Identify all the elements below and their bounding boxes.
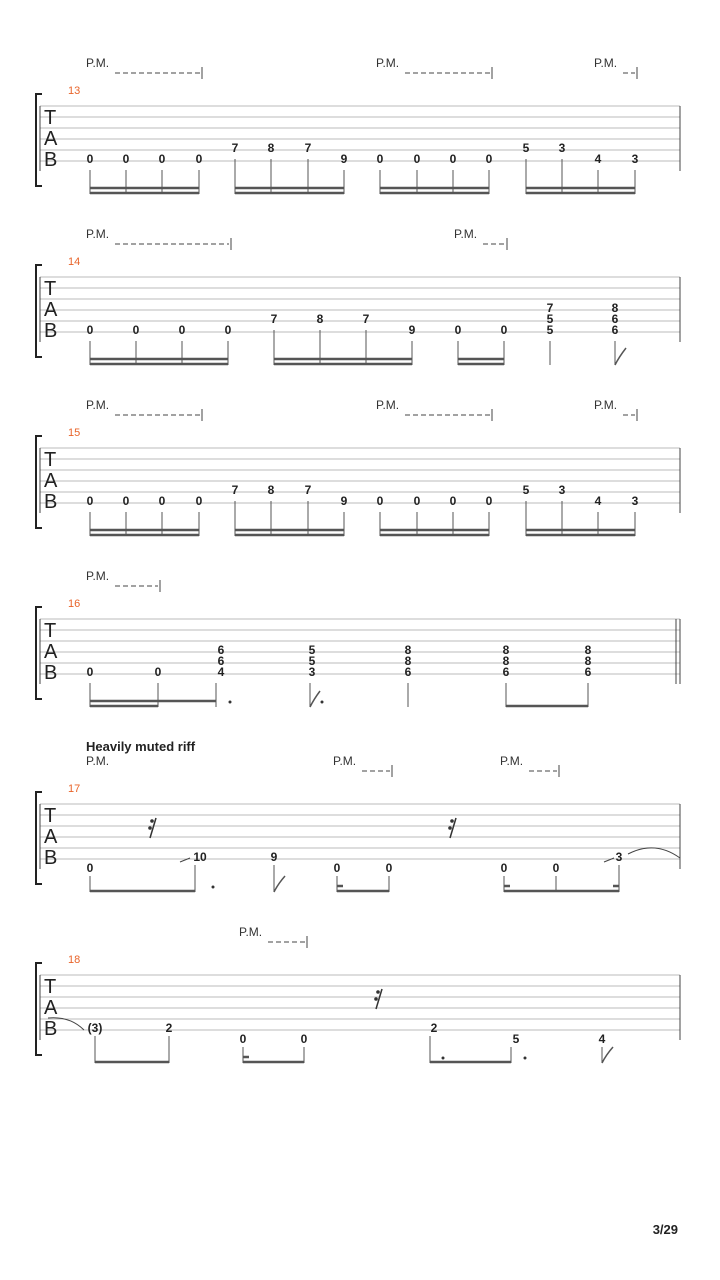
staff-lines (40, 975, 680, 1030)
pm-label: P.M. (376, 398, 400, 412)
fret-number: 0 (239, 1032, 247, 1046)
svg-text:A: A (44, 299, 58, 321)
fret-number: 7 (362, 312, 370, 326)
fret-number: 6 (502, 665, 510, 679)
rhythm-beams (90, 159, 635, 194)
svg-text:T: T (44, 620, 57, 642)
svg-text:A: A (44, 997, 58, 1019)
fret-number: 0 (178, 323, 186, 337)
fret-number: 5 (546, 323, 554, 337)
system-bracket (36, 792, 42, 884)
fret-number: 8 (404, 643, 412, 657)
svg-text:B: B (44, 847, 58, 869)
fret-number: 8 (267, 483, 275, 497)
rhythm-beams (90, 865, 619, 892)
measure-number: 13 (68, 85, 81, 97)
fret-number: 9 (340, 494, 348, 508)
fret-number: 9 (408, 323, 416, 337)
svg-text:A: A (44, 641, 58, 663)
rhythm-beams (95, 1036, 613, 1063)
fret-number: 5 (522, 483, 530, 497)
svg-text:T: T (44, 805, 57, 827)
pm-label: P.M. (86, 754, 110, 768)
fret-number: 0 (376, 152, 384, 166)
tab-clef (44, 805, 58, 869)
svg-text:B: B (44, 662, 58, 684)
rests (374, 989, 382, 1009)
fret-number: 0 (86, 861, 94, 875)
system-bracket (36, 265, 42, 357)
fret-number: 5 (308, 654, 316, 668)
fret-number: 0 (195, 152, 203, 166)
fret-number: 0 (86, 323, 94, 337)
fret-numbers (87, 850, 623, 875)
fret-number: 10 (193, 850, 207, 864)
pm-label: P.M. (86, 398, 110, 412)
fret-number: (3) (87, 1021, 103, 1035)
fret-number: 7 (546, 301, 554, 315)
fret-number: 4 (598, 1032, 606, 1046)
fret-number: 5 (522, 141, 530, 155)
measure-number: 16 (68, 598, 81, 610)
pm-markers (86, 56, 637, 79)
fret-number: 7 (304, 483, 312, 497)
fret-number: 0 (485, 494, 493, 508)
pm-label: P.M. (239, 925, 263, 939)
tab-clef (44, 620, 58, 684)
fret-number: 3 (631, 152, 639, 166)
fret-number: 3 (558, 483, 566, 497)
fret-number: 4 (594, 494, 602, 508)
fret-number: 0 (132, 323, 140, 337)
fret-number: 4 (217, 665, 225, 679)
system-bracket (36, 963, 42, 1055)
svg-text:B: B (44, 491, 58, 513)
fret-number: 0 (413, 152, 421, 166)
rhythm-beams (90, 501, 635, 536)
fret-number: 6 (217, 643, 225, 657)
svg-text:T: T (44, 449, 57, 471)
staff-lines (40, 448, 680, 503)
rests (148, 818, 456, 838)
fret-number: 8 (584, 643, 592, 657)
system-bracket (36, 607, 42, 699)
page-number: 3/29 (652, 1222, 678, 1237)
measure-number: 15 (68, 427, 81, 439)
svg-text:A: A (44, 470, 58, 492)
svg-text:T: T (44, 107, 57, 129)
fret-number: 6 (611, 323, 619, 337)
fret-number: 3 (308, 665, 316, 679)
fret-number: 7 (231, 141, 239, 155)
pm-label: P.M. (454, 227, 478, 241)
fret-number: 5 (308, 643, 316, 657)
fret-number: 0 (158, 152, 166, 166)
fret-number: 3 (631, 494, 639, 508)
fret-number: 0 (454, 323, 462, 337)
pm-label: P.M. (594, 398, 618, 412)
pm-label: P.M. (376, 56, 400, 70)
pm-label: P.M. (86, 569, 110, 583)
fret-number: 8 (267, 141, 275, 155)
measure-number: 14 (68, 256, 81, 268)
fret-number: 9 (270, 850, 278, 864)
staff-lines (40, 106, 680, 161)
fret-number: 0 (86, 152, 94, 166)
fret-number: 6 (404, 665, 412, 679)
section-annotation: Heavily muted riff (86, 739, 196, 754)
measure-number: 18 (68, 954, 81, 966)
fret-numbers (87, 483, 639, 508)
fret-number: 0 (449, 494, 457, 508)
fret-number: 3 (615, 850, 623, 864)
staff-lines (40, 804, 680, 859)
fret-number: 0 (500, 323, 508, 337)
eighth-flag (615, 348, 626, 365)
fret-number: 0 (300, 1032, 308, 1046)
svg-text:B: B (44, 320, 58, 342)
fret-number: 8 (502, 643, 510, 657)
slides-ties (180, 848, 680, 862)
tab-clef (44, 976, 58, 1040)
system-18 (36, 925, 680, 1063)
pm-label: P.M. (594, 56, 618, 70)
fret-number: 0 (122, 152, 130, 166)
system-15 (36, 398, 680, 536)
tab-clef (44, 449, 58, 513)
fret-number: 0 (333, 861, 341, 875)
fret-number: 2 (165, 1021, 173, 1035)
fret-number: 8 (611, 301, 619, 315)
tab-clef (44, 278, 58, 342)
pm-markers (86, 754, 559, 777)
fret-number: 6 (217, 654, 225, 668)
fret-number: 0 (385, 861, 393, 875)
pm-markers (86, 398, 637, 421)
system-13 (36, 56, 680, 194)
fret-number: 2 (430, 1021, 438, 1035)
fret-number: 7 (231, 483, 239, 497)
fret-number: 0 (500, 861, 508, 875)
svg-text:A: A (44, 128, 58, 150)
fret-number: 0 (485, 152, 493, 166)
fret-number: 0 (413, 494, 421, 508)
fret-number: 0 (86, 494, 94, 508)
fret-number: 7 (270, 312, 278, 326)
fret-number: 0 (86, 665, 94, 679)
pm-markers (86, 227, 507, 250)
fret-numbers (87, 141, 639, 166)
svg-text:T: T (44, 278, 57, 300)
fret-number: 5 (546, 312, 554, 326)
fret-number: 3 (558, 141, 566, 155)
fret-number: 8 (502, 654, 510, 668)
fret-number: 6 (611, 312, 619, 326)
system-bracket (36, 436, 42, 528)
svg-text:A: A (44, 826, 58, 848)
system-14 (36, 227, 680, 365)
fret-number: 0 (122, 494, 130, 508)
system-17 (36, 739, 680, 892)
fret-numbers (88, 1021, 606, 1046)
tab-clef (44, 107, 58, 171)
fret-number: 0 (224, 323, 232, 337)
pm-label: P.M. (500, 754, 524, 768)
fret-number: 0 (552, 861, 560, 875)
pm-markers (86, 569, 160, 592)
fret-number: 8 (404, 654, 412, 668)
pm-label: P.M. (86, 56, 110, 70)
fret-number: 6 (584, 665, 592, 679)
pm-markers (239, 925, 307, 948)
measure-number: 17 (68, 783, 81, 795)
system-16 (36, 569, 680, 707)
fret-number: 0 (195, 494, 203, 508)
pm-label: P.M. (333, 754, 357, 768)
fret-number: 8 (584, 654, 592, 668)
fret-number: 4 (594, 152, 602, 166)
fret-number: 0 (154, 665, 162, 679)
fret-number: 8 (316, 312, 324, 326)
fret-number: 0 (376, 494, 384, 508)
fret-number: 0 (158, 494, 166, 508)
pm-label: P.M. (86, 227, 110, 241)
svg-text:B: B (44, 149, 58, 171)
rhythm-beams (90, 683, 588, 707)
fret-number: 9 (340, 152, 348, 166)
fret-number: 5 (512, 1032, 520, 1046)
fret-number: 7 (304, 141, 312, 155)
system-bracket (36, 94, 42, 186)
svg-text:T: T (44, 976, 57, 998)
svg-text:B: B (44, 1018, 58, 1040)
fret-number: 0 (449, 152, 457, 166)
rhythm-beams (90, 330, 626, 365)
